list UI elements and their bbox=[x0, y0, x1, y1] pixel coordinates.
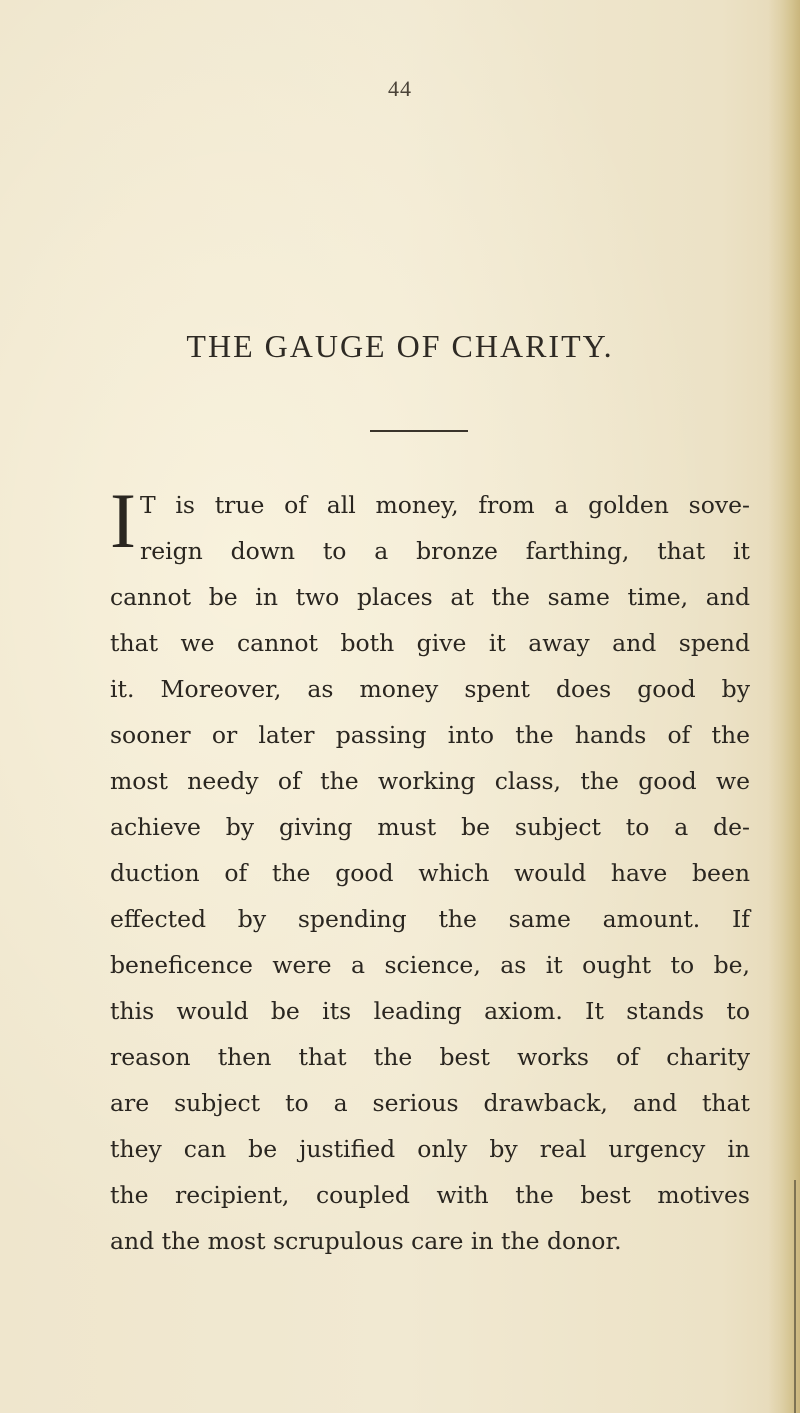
title-rule-divider bbox=[370, 430, 468, 432]
text-line: cannot be in two places at the same time, and bbox=[110, 583, 750, 611]
text-line: duction of the good which would have been bbox=[110, 859, 750, 887]
text-line: reason then that the best works of charity bbox=[110, 1043, 750, 1071]
page-number: 44 bbox=[388, 76, 412, 101]
drop-cap-lines bbox=[140, 482, 750, 574]
text-line: are subject to a serious drawback, and that bbox=[110, 1089, 750, 1117]
text-line: effected by spending the same amount. If bbox=[110, 905, 750, 933]
page-edge-shadow bbox=[794, 1180, 796, 1413]
text-line: that we cannot both give it away and spend bbox=[110, 629, 750, 657]
text-line: sooner or later passing into the hands of the bbox=[110, 721, 750, 749]
text-line: reign down to a bronze farthing, that it bbox=[139, 537, 750, 565]
text-line: the recipient, coupled with the best motives bbox=[110, 1181, 750, 1209]
text-line-last: and the most scrupulous care in the donor. bbox=[110, 1227, 622, 1255]
drop-cap: I bbox=[110, 477, 136, 564]
text-line: they can be justified only by real urgency in bbox=[110, 1135, 750, 1163]
body-paragraph bbox=[110, 477, 750, 1264]
text-line: achieve by giving must be subject to a de- bbox=[110, 813, 750, 841]
text-line: beneficence were a science, as it ought to be, bbox=[110, 951, 750, 979]
text-line: most needy of the working class, the good we bbox=[110, 767, 750, 795]
text-line: this would be its leading axiom. It stands to bbox=[110, 997, 750, 1025]
chapter-title: THE GAUGE OF CHARITY. bbox=[186, 328, 614, 364]
text-line: T is true of all money, from a golden sove- bbox=[139, 491, 750, 519]
text-line: it. Moreover, as money spent does good by bbox=[110, 675, 750, 703]
